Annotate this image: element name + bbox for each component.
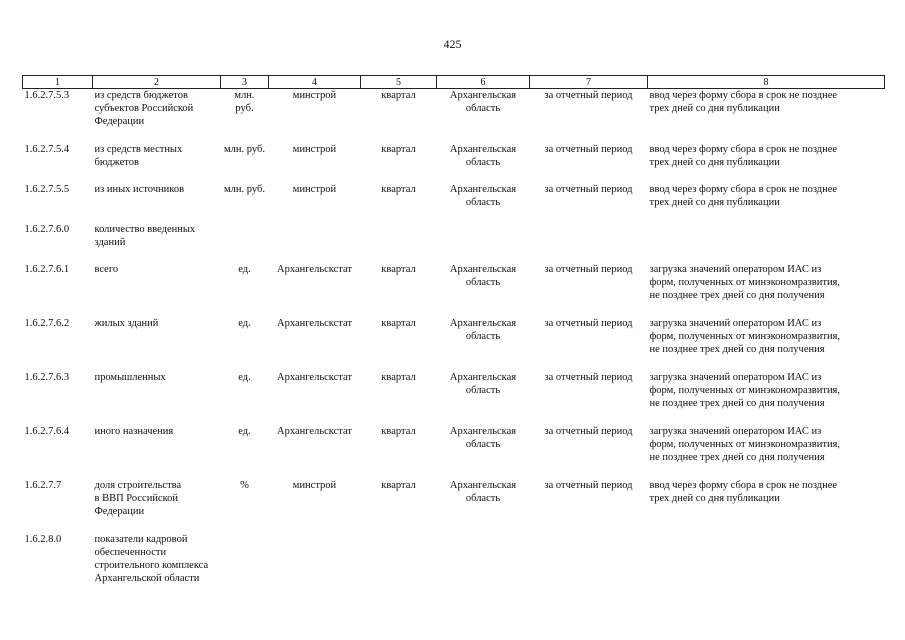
cell-level [437, 317, 530, 371]
table-row [23, 425, 885, 479]
row-code: 1.6.2.7.7 [24, 479, 62, 491]
cell-code [23, 371, 93, 425]
cell-unit [221, 143, 269, 183]
row-period: квартал [381, 371, 416, 383]
row-responsible: минстрой [292, 90, 337, 101]
cell-name [93, 425, 221, 479]
row-level: Архангельская область [449, 183, 517, 208]
cell-name [93, 533, 221, 593]
cell-unit [221, 425, 269, 479]
cell-method [648, 143, 885, 183]
table-row [23, 89, 885, 143]
indicator-table [22, 75, 885, 593]
cell-method [648, 371, 885, 425]
cell-term [530, 223, 648, 263]
row-method: ввод через форму сбора в срок не позднее трех дней со дня публикации [649, 479, 838, 504]
row-code: 1.6.2.7.5.3 [24, 90, 70, 101]
row-method: ввод через форму сбора в срок не позднее трех дней со дня публикации [649, 90, 838, 114]
table-header-row [23, 76, 885, 89]
cell-unit [221, 371, 269, 425]
row-unit: ед. [238, 317, 251, 329]
row-period: квартал [381, 479, 416, 491]
cell-name [93, 223, 221, 263]
row-term: за отчетный период [544, 183, 633, 195]
row-level: Архангельская область [449, 479, 517, 504]
row-method: загрузка значений оператором ИАС из форм, полученных от минэкономразвития, не позднее трех дней со дня получения [649, 371, 841, 409]
row-period: квартал [381, 183, 416, 195]
cell-period [361, 425, 437, 479]
cell-term [530, 479, 648, 533]
row-level: Архангельская область [449, 143, 517, 168]
row-code: 1.6.2.7.6.2 [24, 317, 70, 329]
cell-unit [221, 479, 269, 533]
cell-level [437, 183, 530, 223]
cell-period [361, 371, 437, 425]
cell-level [437, 533, 530, 593]
cell-responsible [269, 425, 361, 479]
cell-period [361, 143, 437, 183]
cell-method [648, 223, 885, 263]
cell-responsible [269, 479, 361, 533]
row-name: количество введенных зданий [94, 223, 196, 248]
cell-level [437, 89, 530, 143]
cell-period [361, 317, 437, 371]
cell-level [437, 425, 530, 479]
row-term: за отчетный период [544, 317, 633, 329]
row-period: квартал [381, 425, 416, 437]
cell-unit [221, 533, 269, 593]
row-level: Архангельская область [449, 263, 517, 288]
cell-method [648, 533, 885, 593]
table-row [23, 183, 885, 223]
cell-term [530, 425, 648, 479]
cell-name [93, 479, 221, 533]
column-header: 4 [269, 76, 361, 89]
row-responsible: минстрой [292, 479, 337, 491]
cell-code [23, 263, 93, 317]
row-code: 1.6.2.8.0 [24, 533, 62, 545]
row-responsible: Архангельскстат [277, 371, 352, 383]
table-row [23, 479, 885, 533]
row-code: 1.6.2.7.6.4 [24, 425, 70, 437]
cell-term [530, 263, 648, 317]
cell-term [530, 89, 648, 143]
cell-method [648, 89, 885, 143]
cell-unit [221, 183, 269, 223]
cell-code [23, 143, 93, 183]
row-method: ввод через форму сбора в срок не позднее трех дней со дня публикации [649, 143, 838, 168]
row-unit: ед. [238, 371, 251, 383]
row-code: 1.6.2.7.6.0 [24, 223, 70, 235]
row-term: за отчетный период [544, 263, 633, 275]
column-header: 3 [221, 76, 269, 89]
table-row [23, 371, 885, 425]
cell-code [23, 533, 93, 593]
row-name: из иных источников [94, 183, 185, 195]
row-level: Архангельская область [449, 425, 517, 450]
row-unit: ед. [238, 425, 251, 437]
row-level: Архангельская область [449, 317, 517, 342]
row-code: 1.6.2.7.6.3 [24, 371, 70, 383]
row-period: квартал [381, 143, 416, 155]
row-responsible: Архангельскстат [277, 425, 352, 437]
cell-name [93, 89, 221, 143]
table-row [23, 317, 885, 371]
cell-responsible [269, 533, 361, 593]
cell-unit [221, 89, 269, 143]
row-name: из средств местных бюджетов [94, 143, 183, 168]
row-method: ввод через форму сбора в срок не позднее трех дней со дня публикации [649, 183, 838, 208]
row-method: загрузка значений оператором ИАС из форм, полученных от минэкономразвития, не позднее трех дней со дня получения [649, 263, 841, 301]
row-unit: млн. руб. [224, 143, 265, 155]
row-method: загрузка значений оператором ИАС из форм, полученных от минэкономразвития, не позднее трех дней со дня получения [649, 317, 841, 355]
column-header: 1 [23, 76, 93, 89]
cell-method [648, 183, 885, 223]
cell-responsible [269, 317, 361, 371]
row-term: за отчетный период [544, 90, 633, 101]
row-name: доля строительства в ВВП Российской Федерации [94, 479, 182, 517]
row-unit: % [240, 479, 249, 491]
column-header: 5 [361, 76, 437, 89]
cell-period [361, 183, 437, 223]
cell-period [361, 263, 437, 317]
column-header: 2 [93, 76, 221, 89]
cell-name [93, 317, 221, 371]
cell-term [530, 371, 648, 425]
row-name: жилых зданий [94, 317, 159, 329]
row-unit: млн. руб. [234, 90, 255, 114]
row-code: 1.6.2.7.5.4 [24, 143, 70, 155]
cell-code [23, 89, 93, 143]
row-period: квартал [381, 317, 416, 329]
cell-responsible [269, 371, 361, 425]
row-name: показатели кадровой обеспеченности строительного комплекса Архангельской области [94, 533, 209, 584]
row-term: за отчетный период [544, 371, 633, 383]
cell-code [23, 425, 93, 479]
row-name: промышленных [94, 371, 166, 383]
cell-period [361, 479, 437, 533]
cell-name [93, 143, 221, 183]
row-term: за отчетный период [544, 425, 633, 437]
cell-code [23, 479, 93, 533]
row-level: Архангельская область [449, 371, 517, 396]
cell-name [93, 183, 221, 223]
row-responsible: Архангельскстат [277, 263, 352, 275]
cell-responsible [269, 183, 361, 223]
cell-period [361, 89, 437, 143]
row-period: квартал [381, 90, 416, 101]
cell-unit [221, 263, 269, 317]
cell-code [23, 183, 93, 223]
table-row [23, 533, 885, 593]
row-responsible: минстрой [292, 143, 337, 155]
cell-level [437, 263, 530, 317]
table-row [23, 263, 885, 317]
row-period: квартал [381, 263, 416, 275]
row-responsible: Архангельскстат [277, 317, 352, 329]
cell-name [93, 371, 221, 425]
row-responsible: минстрой [292, 183, 337, 195]
cell-term [530, 533, 648, 593]
cell-name [93, 263, 221, 317]
cell-method [648, 263, 885, 317]
cell-code [23, 223, 93, 263]
row-unit: млн. руб. [224, 183, 265, 195]
cell-term [530, 317, 648, 371]
cell-period [361, 533, 437, 593]
cell-responsible [269, 263, 361, 317]
cell-term [530, 183, 648, 223]
cell-period [361, 223, 437, 263]
cell-method [648, 425, 885, 479]
table-row [23, 223, 885, 263]
column-header: 7 [530, 76, 648, 89]
cell-code [23, 317, 93, 371]
row-name: иного назначения [94, 425, 174, 437]
row-level: Архангельская область [449, 90, 517, 114]
cell-responsible [269, 143, 361, 183]
row-term: за отчетный период [544, 479, 633, 491]
cell-unit [221, 317, 269, 371]
table-row [23, 143, 885, 183]
column-header: 6 [437, 76, 530, 89]
row-code: 1.6.2.7.6.1 [24, 263, 70, 275]
row-method: загрузка значений оператором ИАС из форм, полученных от минэкономразвития, не позднее трех дней со дня получения [649, 425, 841, 463]
row-name: из средств бюджетов субъектов Российской Федерации [94, 90, 194, 127]
cell-responsible [269, 223, 361, 263]
cell-level [437, 143, 530, 183]
cell-level [437, 371, 530, 425]
row-unit: ед. [238, 263, 251, 275]
cell-unit [221, 223, 269, 263]
cell-level [437, 223, 530, 263]
cell-responsible [269, 89, 361, 143]
cell-level [437, 479, 530, 533]
page-number: 425 [443, 37, 462, 51]
row-code: 1.6.2.7.5.5 [24, 183, 70, 195]
cell-method [648, 317, 885, 371]
cell-term [530, 143, 648, 183]
column-header: 8 [648, 76, 885, 89]
row-term: за отчетный период [544, 143, 633, 155]
cell-method [648, 479, 885, 533]
row-name: всего [94, 263, 119, 275]
